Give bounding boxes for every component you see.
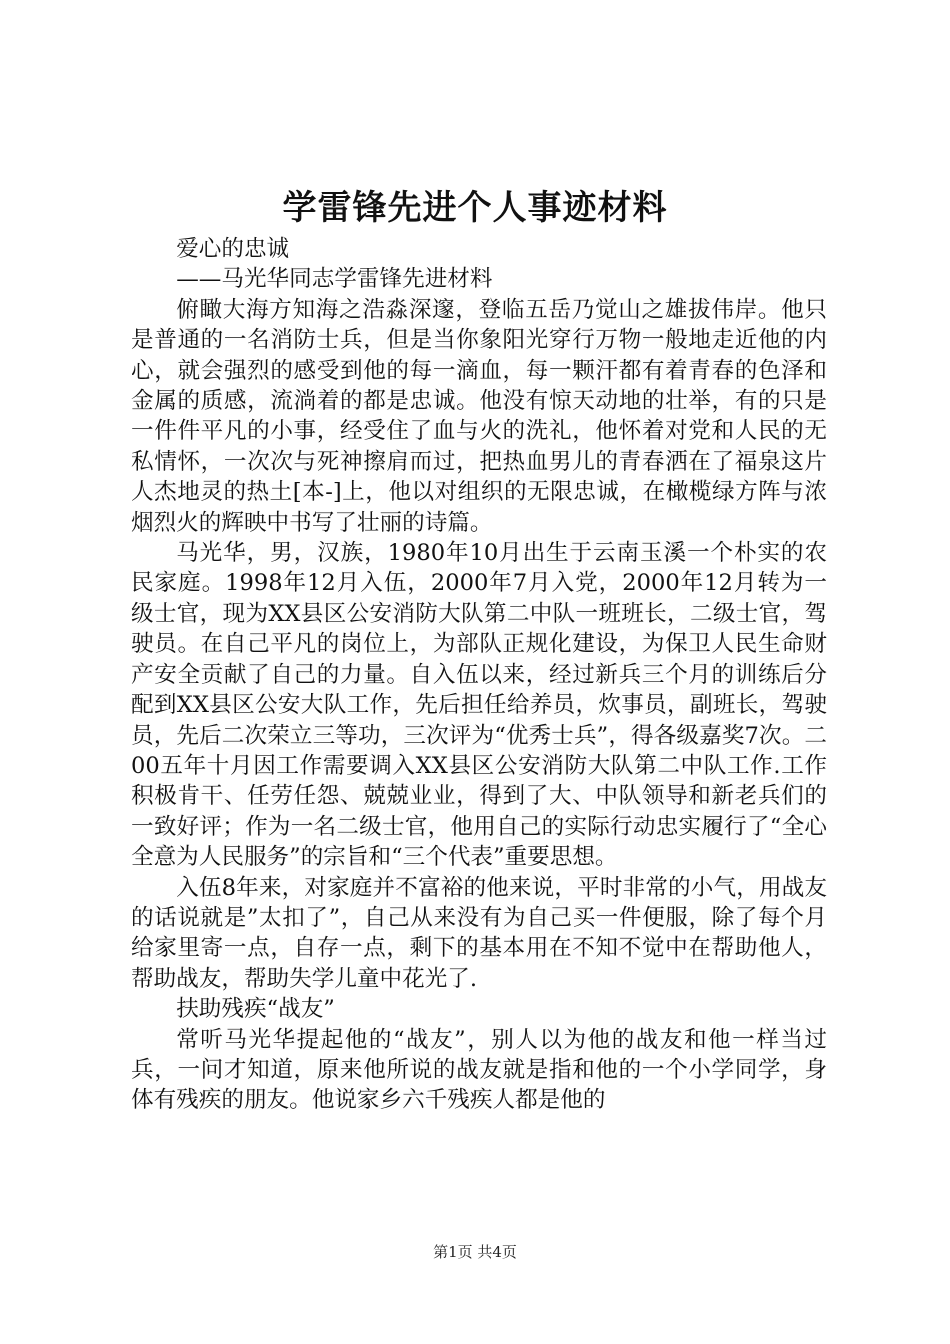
paragraph: 马光华，男，汉族，1980年10月出生于云南玉溪一个朴实的农民家庭。1998年12月入伍，2000年7月入党，2000年12月转为一级士官，现为XX县区公安消防大队第二中队一班班长，二级士官，驾驶员。在自己平凡的岗位上，为部队正规化建设，为保卫人民生命财产安全贡献了自己的力量。自入伍以来，经过新兵三个月的训练后分配到XX县区公安大队工作，先后担任给养员，炊事员，副班长，驾驶员，先后二次荣立三等功，三次评为“优秀士兵”，得各级嘉奖7次。二00五年十月因工作需要调入XX县区公安消防大队第二中队工作.工作积极肯干、任劳任怨、兢兢业业，得到了大、中队领导和新老兵们的一致好评；作为一名二级士官，他用自己的实际行动忠实履行了“全心全意为人民服务”的宗旨和“三个代表”重要思想。 bbox=[131, 540, 827, 871]
document-title: 学雷锋先进个人事迹材料 bbox=[282, 188, 668, 228]
paragraph: 常听马光华提起他的“战友”，别人以为他的战友和他一样当过兵，一问才知道，原来他所说的战友就是指和他的一个小学同学，身体有残疾的朋友。他说家乡六千残疾人都是他的 bbox=[131, 1026, 827, 1114]
subtitle: ——马光华同志学雷锋先进材料 bbox=[176, 266, 493, 293]
paragraph: 入伍8年来，对家庭并不富裕的他来说，平时非常的小气，用战友的话说就是”太扣了”，自己从来没有为自己买一件便服，除了每个月给家里寄一点，自存一点，剩下的基本用在不知不觉中在帮助他人，帮助战友，帮助失学儿童中花光了. bbox=[131, 874, 827, 992]
paragraph: 俯瞰大海方知海之浩淼深邃，登临五岳乃觉山之雄拔伟岸。他只是普通的一名消防士兵，但是当你象阳光穿行万物一般地走近他的内心，就会强烈的感受到他的每一滴血，每一颗汗都有着青春的色泽和金属的质感，流淌着的都是忠诚。他没有惊天动地的壮举，有的只是一件件平凡的小事，经受住了血与火的洗礼，他怀着对党和人民的无私情怀，一次次与死神擦肩而过，把热血男儿的青春洒在了福泉这片人杰地灵的热土[本-]上，他以对组织的无限忠诚，在橄榄绿方阵与浓烟烈火的辉映中书写了壮丽的诗篇。 bbox=[131, 296, 827, 536]
section-heading: 爱心的忠诚 bbox=[176, 236, 290, 262]
document-body bbox=[131, 234, 827, 1116]
section-heading: 扶助残疾“战友” bbox=[176, 996, 335, 1023]
page-number-footer: 第1页 共4页 bbox=[433, 1243, 517, 1261]
